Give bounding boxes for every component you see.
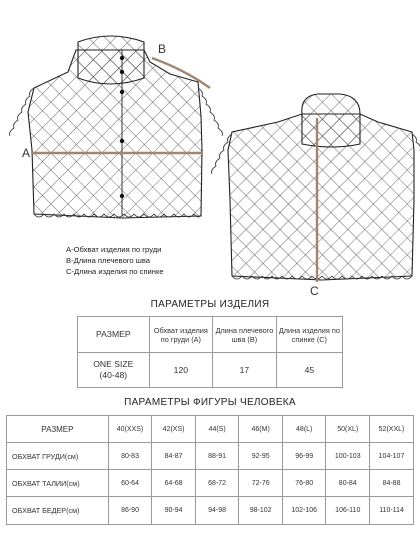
label-a: A bbox=[22, 146, 31, 160]
table-cell: 84-88 bbox=[370, 470, 414, 497]
table-cell: 86-90 bbox=[108, 497, 152, 525]
size-col: 46(M) bbox=[239, 416, 283, 443]
front-collar bbox=[78, 36, 144, 84]
body-params-table bbox=[6, 415, 414, 525]
chest-girth-value: 120 bbox=[149, 353, 213, 388]
size-col: 52(XXL) bbox=[370, 416, 414, 443]
label-b: B bbox=[158, 42, 167, 56]
header-back-length: Длина изделия по спинке (С) bbox=[276, 317, 342, 353]
size-cell bbox=[78, 353, 150, 388]
table-row bbox=[7, 470, 414, 497]
table-cell: 110-114 bbox=[370, 497, 414, 525]
button bbox=[120, 139, 124, 143]
body-params-title: ПАРАМЕТРЫ ФИГУРЫ ЧЕЛОВЕКА bbox=[124, 397, 296, 408]
header-size: РАЗМЕР bbox=[78, 317, 150, 353]
table-cell: 80-84 bbox=[326, 470, 370, 497]
table-cell: 102-106 bbox=[282, 497, 326, 525]
table-cell: 84-87 bbox=[152, 443, 196, 470]
measurement-legend bbox=[66, 244, 164, 277]
table-cell: 88-91 bbox=[195, 443, 239, 470]
vest-back-view bbox=[212, 94, 420, 282]
legend-item-a: А-Обхват изделия по груди bbox=[66, 245, 162, 254]
table-cell: 64-68 bbox=[152, 470, 196, 497]
shoulder-length-value: 17 bbox=[213, 353, 277, 388]
row-label: ОБХВАТ ТАЛИИ(см) bbox=[7, 470, 109, 497]
product-params-table bbox=[77, 316, 343, 388]
label-c: C bbox=[310, 284, 319, 298]
header-chest-girth: Обхват изделия по груди (А) bbox=[149, 317, 213, 353]
table-row bbox=[7, 497, 414, 525]
row-label: ОБХВАТ ГРУДИ(см) bbox=[7, 443, 109, 470]
button bbox=[120, 194, 124, 198]
back-hood bbox=[302, 94, 360, 147]
size-header: РАЗМЕР bbox=[7, 416, 109, 443]
size-col: 50(XL) bbox=[326, 416, 370, 443]
table-cell: 104-107 bbox=[370, 443, 414, 470]
table-cell: 94-98 bbox=[195, 497, 239, 525]
table-cell: 98-102 bbox=[239, 497, 283, 525]
size-col: 44(S) bbox=[195, 416, 239, 443]
table-cell: 96-99 bbox=[282, 443, 326, 470]
table-cell: 60-64 bbox=[108, 470, 152, 497]
product-params-title: ПАРАМЕТРЫ ИЗДЕЛИЯ bbox=[150, 299, 270, 310]
legend-item-c: С-Длина изделия по спинке bbox=[66, 267, 164, 276]
vest-front-view bbox=[10, 36, 223, 218]
table-cell: 76-80 bbox=[282, 470, 326, 497]
button bbox=[120, 90, 124, 94]
size-value: ONE SIZE bbox=[93, 359, 134, 369]
legend-item-b: В-Длина плечевого шва bbox=[66, 256, 151, 265]
button bbox=[120, 70, 124, 74]
table-cell: 100-103 bbox=[326, 443, 370, 470]
table-cell: 68-72 bbox=[195, 470, 239, 497]
back-length-value: 45 bbox=[276, 353, 342, 388]
row-label: ОБХВАТ БЕДЕР(см) bbox=[7, 497, 109, 525]
table-cell: 90-94 bbox=[152, 497, 196, 525]
header-shoulder-length: Длина плечевого шва (В) bbox=[213, 317, 277, 353]
table-cell: 92-95 bbox=[239, 443, 283, 470]
button bbox=[120, 56, 124, 60]
size-range: (40-48) bbox=[99, 370, 128, 380]
table-row bbox=[7, 443, 414, 470]
size-col: 48(L) bbox=[282, 416, 326, 443]
table-cell: 106-110 bbox=[326, 497, 370, 525]
table-cell: 72-76 bbox=[239, 470, 283, 497]
size-col: 42(XS) bbox=[152, 416, 196, 443]
table-cell: 80-83 bbox=[108, 443, 152, 470]
size-col: 40(XXS) bbox=[108, 416, 152, 443]
